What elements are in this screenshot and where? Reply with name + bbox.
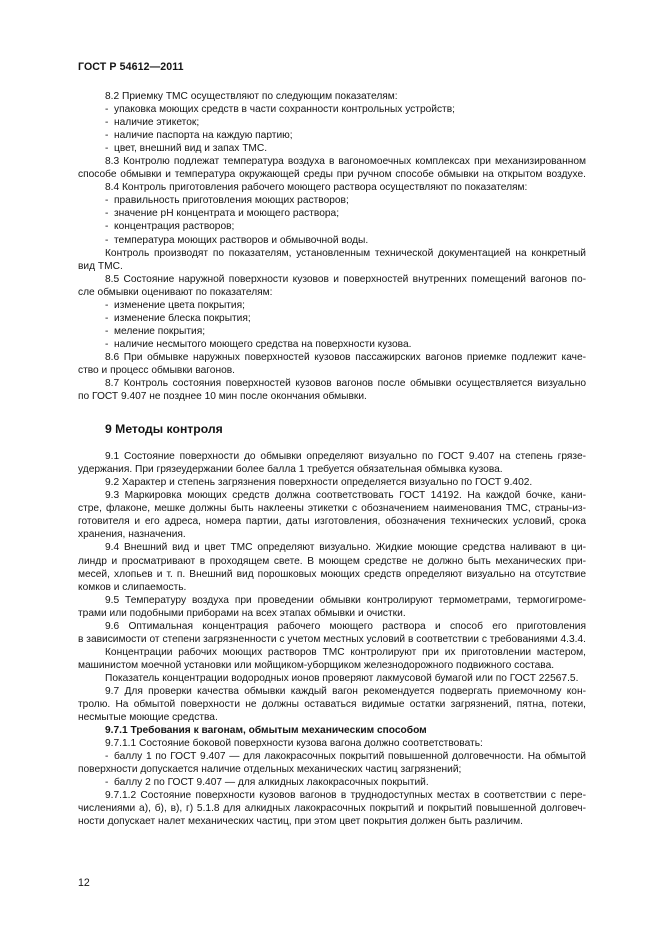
text-line xyxy=(78,659,586,672)
line-text: изменение блеска покрытия; xyxy=(114,312,251,324)
list-dash: - xyxy=(105,338,109,350)
list-dash: - xyxy=(105,104,109,116)
line-text: 9.7.1.1 Состояние боковой поверхности кузова вагона должно соответствовать: xyxy=(105,738,483,750)
line-text: хранения, назначения. xyxy=(78,529,186,541)
section-heading: 9 Методы контроля xyxy=(105,422,223,437)
line-text: 9.1 Состояние поверхности до обмывки определяют визуально по ГОСТ 9.407 на степень грязе- xyxy=(105,451,586,463)
text-line xyxy=(78,155,586,168)
line-text: Контроль производят по показателям, установленным технической документацией на конкретный xyxy=(105,247,586,259)
text-line xyxy=(78,502,586,515)
text-line xyxy=(78,711,586,724)
list-dash: - xyxy=(105,195,109,207)
line-text: наличие несмытого моющего средства на поверхности кузова. xyxy=(114,338,412,350)
line-text: 9.4 Внешний вид и цвет ТМС определяют визуально. Жидкие моющие средства наливают в ци- xyxy=(105,542,586,554)
line-text: 9.3 Маркировка моющих средств должна соответствовать ГОСТ 14192. На каждой бочке, кани- xyxy=(105,490,586,502)
line-text: 8.7 Контроль состояния поверхностей кузовов вагонов после обмывки осуществляется визуально xyxy=(105,378,586,390)
text-line xyxy=(78,338,586,351)
line-text: 8.3 Контролю подлежат температура воздуха в вагономоечных комплексах при механизированном xyxy=(105,156,586,168)
list-dash: - xyxy=(105,299,109,311)
text-line xyxy=(78,763,586,776)
line-text: 8.2 Приемку ТМС осуществляют по следующим показателям: xyxy=(105,91,398,102)
line-text: удержания. При грязеудержании более балла 1 требуется обязательная обмывка кузова. xyxy=(78,464,503,476)
line-text: числениями а), б), в), г) 5.1.8 для алкидных лакокрасочных покрытий и покрытий повышенной долговеч- xyxy=(78,803,586,815)
document-body xyxy=(78,90,586,828)
text-line xyxy=(78,620,586,633)
line-text: 8.6 При обмывке наружных поверхностей кузовов пассажирских вагонов приемке подлежит каче- xyxy=(105,351,586,363)
list-dash: - xyxy=(105,143,109,155)
text-line xyxy=(78,489,586,502)
line-text: 8.4 Контроль приготовления рабочего моющего раствора осуществляют по показателям: xyxy=(105,182,528,194)
line-text: линдр и просматривают в проходящем свете. В моющем средстве не должно быть механических при- xyxy=(78,555,586,567)
line-text: ности допускает налет механических частиц, при этом цвет покрытия должен быть различим. xyxy=(78,816,523,828)
line-text: вид ТМС. xyxy=(78,260,123,272)
page-number: 12 xyxy=(78,877,90,889)
text-line xyxy=(78,724,586,737)
text-line xyxy=(78,351,586,364)
text-line xyxy=(78,260,586,273)
line-text: 9.7 Для проверки качества обмывки каждый вагон рекомендуется подвергать приемочному кон- xyxy=(105,685,586,697)
text-line xyxy=(78,802,586,815)
line-text: Показатель концентрации водородных ионов проверяют лакмусовой бумагой или по ГОСТ 22567.5. xyxy=(105,672,579,684)
list-dash: - xyxy=(105,117,109,129)
text-line xyxy=(78,90,586,103)
line-text: баллу 2 по ГОСТ 9.407 — для алкидных лакокрасочных покрытий. xyxy=(114,777,429,789)
line-text: 9.2 Характер и степень загрязнения поверхности определяется визуально по ГОСТ 9.402. xyxy=(105,477,533,489)
text-line xyxy=(78,299,586,312)
line-text: значение рН концентрата и моющего раствора; xyxy=(114,208,340,220)
text-line xyxy=(78,390,586,403)
line-text: тролю. На обмытой поверхности не должны оставаться видимые остатки загрязнений, пятна, потеки, xyxy=(78,699,586,711)
text-line xyxy=(78,515,586,528)
list-dash: - xyxy=(105,208,109,220)
text-line xyxy=(78,168,586,181)
text-line xyxy=(78,776,586,789)
text-line xyxy=(78,594,586,607)
text-line xyxy=(78,789,586,802)
section-8-text xyxy=(78,90,586,403)
text-line xyxy=(78,220,586,233)
line-text: правильность приготовления моющих растворов; xyxy=(114,195,349,207)
line-text: ство и процесс обмывки вагонов. xyxy=(78,364,235,376)
line-text: поверхности допускается наличие отдельных механических частиц загрязнений; xyxy=(78,764,462,776)
text-line xyxy=(78,273,586,286)
text-line xyxy=(78,103,586,116)
line-text: несмытые моющие средства. xyxy=(78,712,218,724)
list-dash: - xyxy=(105,777,109,789)
text-line xyxy=(78,463,586,476)
line-text: 9.7.1 Требования к вагонам, обмытым механическим способом xyxy=(105,725,427,737)
line-text: упаковка моющих средств в части сохранности контрольных устройств; xyxy=(114,104,455,116)
text-line xyxy=(78,286,586,299)
text-line xyxy=(78,247,586,260)
line-text: готовителя и его адреса, номера партии, даты изготовления, обозначения технических условий, срока xyxy=(78,516,586,528)
text-line xyxy=(78,581,586,594)
line-text: температура моющих растворов и обмывочной воды. xyxy=(114,234,369,246)
list-dash: - xyxy=(105,221,109,233)
text-line xyxy=(78,476,586,489)
line-text: 9.5 Температуру воздуха при проведении обмывки контролируют термометрами, термогигроме- xyxy=(105,594,586,606)
line-text: 9.7.1.2 Состояние поверхности кузовов вагонов в труднодоступных местах в соответствии с пере- xyxy=(105,790,586,802)
text-line xyxy=(78,312,586,325)
line-text: 9.6 Оптимальная концентрация рабочего моющего раствора и способ его приготовления xyxy=(105,620,586,632)
list-dash: - xyxy=(105,751,109,763)
text-line xyxy=(78,568,586,581)
text-line xyxy=(78,142,586,155)
line-text: Концентрации рабочих моющих растворов ТМС контролируют при их приготовлении мастером, xyxy=(105,646,586,658)
line-text: наличие паспорта на каждую партию; xyxy=(114,130,293,142)
line-text: машинистом моечной установки или мойщиком-уборщиком железнодорожного подвижного состава. xyxy=(78,659,555,671)
text-line xyxy=(78,325,586,338)
list-dash: - xyxy=(105,325,109,337)
text-line xyxy=(78,541,586,554)
line-text: концентрация растворов; xyxy=(114,221,235,233)
text-line xyxy=(78,194,586,207)
text-line xyxy=(78,234,586,247)
line-text: изменение цвета покрытия; xyxy=(114,299,245,311)
text-line xyxy=(78,129,586,142)
text-line xyxy=(78,607,586,620)
text-line xyxy=(78,815,586,828)
line-text: баллу 1 по ГОСТ 9.407 — для лакокрасочных покрытий повышенной долговечности. На обмытой xyxy=(114,751,586,763)
text-line xyxy=(78,181,586,194)
text-line xyxy=(78,555,586,568)
line-text: цвет, внешний вид и запах ТМС. xyxy=(114,143,268,155)
line-text: в зависимости от степени загрязненности с учетом местных условий в соответствии с требованиями 4.3.4. xyxy=(78,633,586,645)
text-line xyxy=(78,737,586,750)
line-text: сле обмывки оценивают по показателям: xyxy=(78,286,273,298)
text-line xyxy=(78,672,586,685)
text-line xyxy=(78,698,586,711)
text-line xyxy=(78,528,586,541)
list-dash: - xyxy=(105,312,109,324)
page-header: ГОСТ Р 54612—2011 xyxy=(78,61,184,73)
text-line xyxy=(78,450,586,463)
text-line xyxy=(78,750,586,763)
line-text: 8.5 Состояние наружной поверхности кузовов и поверхностей внутренних помещений вагонов по- xyxy=(105,273,586,285)
text-line xyxy=(78,646,586,659)
line-text: способе обмывки и температура окружающей среды при ручном способе обмывки на открытом воздухе. xyxy=(78,169,586,181)
text-line xyxy=(78,685,586,698)
line-text: стре, флаконе, мешке должны быть наклеены этикетки с обозначением наименования ТМС, страны-из- xyxy=(78,503,586,515)
line-text: наличие этикеток; xyxy=(114,117,200,129)
section-9-text xyxy=(78,450,586,828)
text-line xyxy=(78,207,586,220)
line-text: меление покрытия; xyxy=(114,325,206,337)
text-line xyxy=(78,377,586,390)
line-text: месей, хлопьев и т. п. Внешний вид порошковых моющих средств определяют визуально на отсутствие xyxy=(78,568,586,580)
text-line xyxy=(78,633,586,646)
text-line xyxy=(78,364,586,377)
list-dash: - xyxy=(105,130,109,142)
text-line xyxy=(78,116,586,129)
line-text: по ГОСТ 9.407 не позднее 10 мин после окончания обмывки. xyxy=(78,391,367,403)
list-dash: - xyxy=(105,234,109,246)
line-text: комков и слипаемость. xyxy=(78,581,187,593)
line-text: трами или подобными приборами на всех этапах обмывки и очистки. xyxy=(78,607,406,619)
